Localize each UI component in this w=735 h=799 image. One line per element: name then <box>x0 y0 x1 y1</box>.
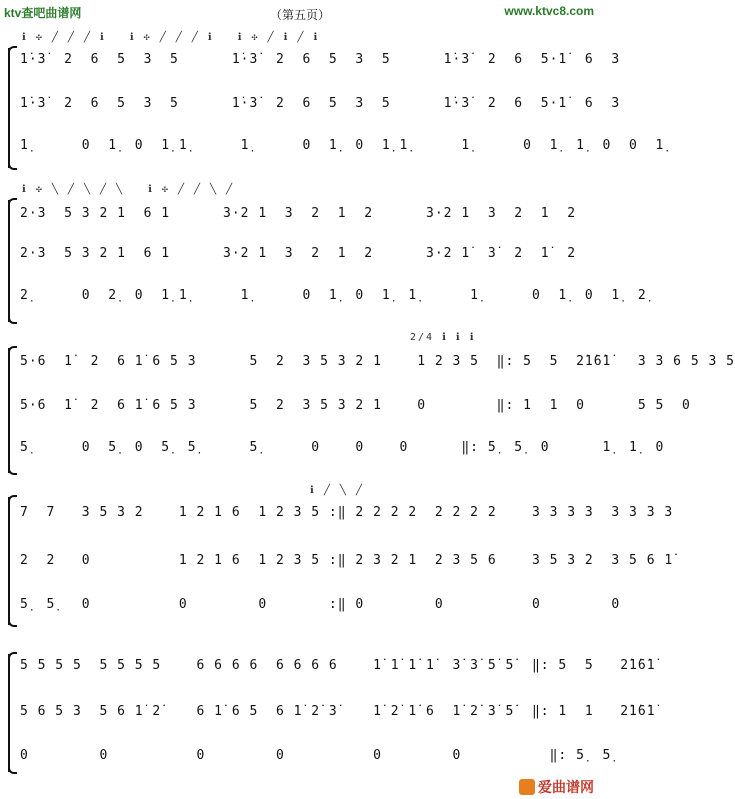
score-system-5 <box>0 640 656 780</box>
accompaniment-row: 5 6 5 3 5 6 1̇ 2̇ 6 1̇ 6 5 6 1̇ 2̇ 3̇ 1̇ 2̇ 1̇ 6 1̇ 2̇ 3̇ 5̇ ‖: 1 1 2̇1̇6̇1̇ <box>20 704 656 719</box>
system-brace <box>8 48 20 168</box>
bass-row: 5̣ 0 5̣ 0 5̣ 5̣ 5̣ 0 0 0 ‖: 5̣ 5̣ 0 1̣ 1̣ 0 <box>20 440 665 455</box>
melody-row: 5·6 1̇ 2 6 1̇ 6 5 3 5 2 3 5 3 2 1 1 2 3 5 ‖: 5 5 2̇1̇6̇1̇ 3 3 6 5 3 5 <box>20 354 735 369</box>
watermark-left: ktv查吧曲谱网 <box>4 6 82 20</box>
melody-row: 7 7 3 5 3 2 1 2 1 6 1 2 3 5 :‖ 2 2 2 2 2 2 2 2 3 3 3 3 3 3 3 3 <box>20 505 674 520</box>
watermark-right: www.ktvc8.com <box>504 4 594 18</box>
score-system-2 <box>0 180 647 330</box>
ornament-row: ℹ ✣ ╱ ╱ ╱ ℹ ℹ ✣ ╱ ╱ ╱ ℹ ℹ ✣ ╱ ℹ ╱ ℹ <box>22 32 320 43</box>
ornament-row: 2/4 ℹ ℹ ℹ <box>410 332 476 343</box>
score-system-3 <box>0 330 735 480</box>
brand-logo <box>519 777 594 797</box>
melody-row: 5 5 5 5 5 5 5 5 6 6 6 6 6 6 6 6 1̇ 1̇ 1̇ 1̇ 3̇ 3̇ 5̇ 5̇ ‖: 5 5 2̇1̇6̇1̇ <box>20 658 656 673</box>
ornament-row: ℹ ╱ ╲ ╱ <box>310 485 364 496</box>
melody-row: 1̇·3̇ 2 6 5 3 5 1̇·3̇ 2 6 5 3 5 1̇·3̇ 2 6 5·1̇ 6 3 <box>20 52 621 67</box>
bass-row: 1̣ 0 1̣ 0 1̣ 1̣ 1̣ 0 1̣ 0 1̣ 1̣ 1̣ 0 1̣ 1̣ 0 0 1̣ <box>20 138 665 153</box>
accompaniment-row: 2·3 5 3 2 1 6 1 3·2 1 3 2 1 2 3·2 1̇ 3̇ 2 1̇ 2 <box>20 246 577 261</box>
footer <box>0 779 600 799</box>
accompaniment-row: 1̇·3̇ 2 6 5 3 5 1̇·3̇ 2 6 5 3 5 1̇·3̇ 2 6 5·1̇ 6 3 <box>20 96 621 111</box>
score-system-1 <box>0 30 665 180</box>
system-brace <box>8 497 20 625</box>
system-brace <box>8 348 20 473</box>
bass-row: 2̣ 0 2̣ 0 1̣ 1̣ 1̣ 0 1̣ 0 1̣ 1̣ 1̣ 0 1̣ 0 1̣ 2̣ <box>20 288 647 303</box>
accompaniment-row: 2 2 0 1 2 1 6 1 2 3 5 :‖ 2 3 2 1 2 3 5 6 3 5 3 2 3 5 6 1̇ <box>20 553 674 568</box>
brand-text: 爱曲谱网 <box>538 780 594 796</box>
ornament-row: ℹ ✣ ╲ ╱ ╲ ╱ ╲ ℹ ✣ ╱ ╱ ╲ ╱ <box>22 184 235 195</box>
accompaniment-row: 5·6 1̇ 2 6 1̇ 6 5 3 5 2 3 5 3 2 1 0 ‖: 1 1 0 5 5 0 <box>20 398 691 413</box>
melody-row: 2·3 5 3 2 1 6 1 3·2 1 3 2 1 2 3·2 1 3 2 1 2 <box>20 206 577 221</box>
bass-row: 5̣ 5̣ 0 0 0 :‖ 0 0 0 0 <box>20 597 621 612</box>
score-system-4 <box>0 485 674 635</box>
system-brace <box>8 200 20 322</box>
system-brace <box>8 654 20 772</box>
page-title: （第五页） <box>269 8 330 22</box>
logo-icon <box>519 779 535 795</box>
bass-row: 0 0 0 0 0 0 ‖: 5̣ 5̣ <box>20 748 612 763</box>
